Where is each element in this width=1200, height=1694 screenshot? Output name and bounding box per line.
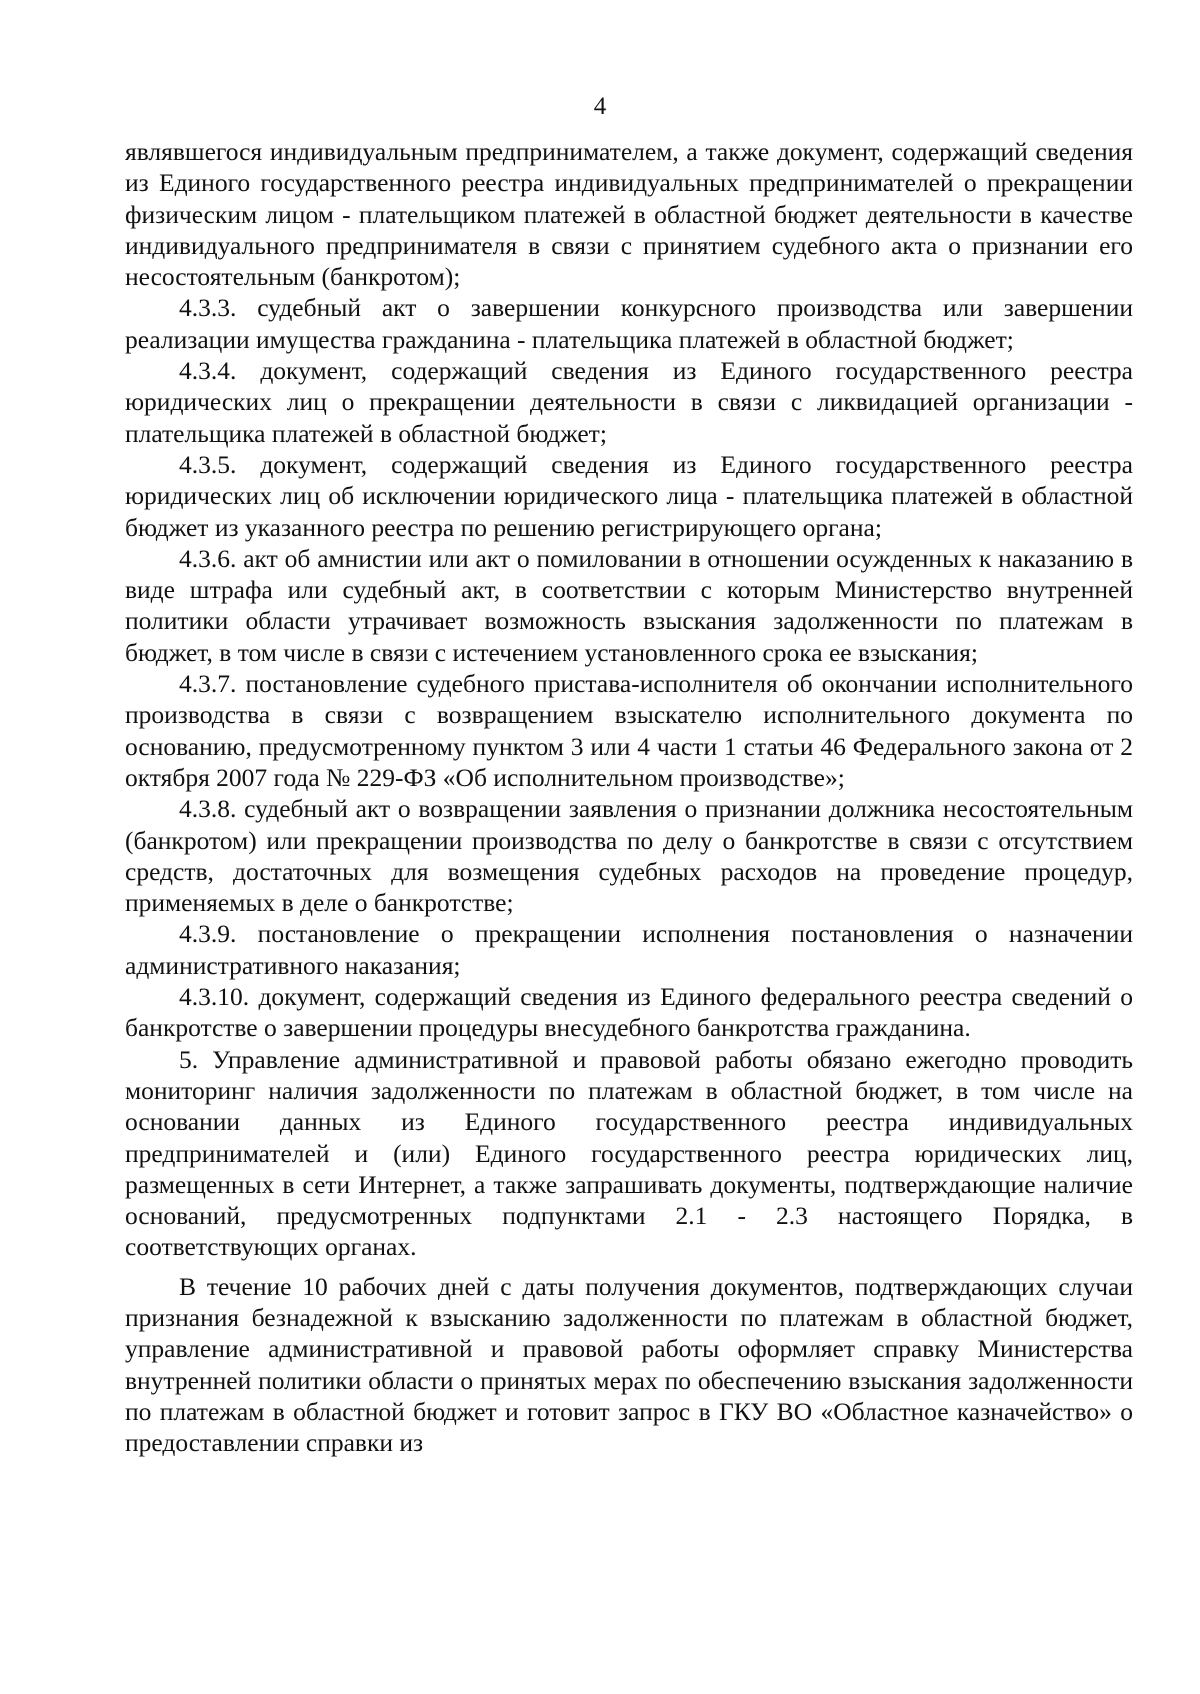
paragraph-4-3-10: 4.3.10. документ, содержащий сведения из Единого федерального реестра сведений о банкротстве о завершении процедуры внесудебного банкротства гражданина. (125, 982, 1133, 1043)
paragraph-4-3-6: 4.3.6. акт об амнистии или акт о помиловании в отношении осужденных к наказанию в виде штрафа или судебный акт, в соответствии с которым Министерство внутренней политики области утрачивает возможность взыскания задолженности по платежам в бюджет, в том числе в связи с истечением установленного срока ее взыскания; (125, 543, 1133, 667)
paragraph-4-3-3: 4.3.3. судебный акт о завершении конкурсного производства или завершении реализации имущества гражданина - плательщика платежей в областной бюджет; (125, 293, 1133, 354)
page-number: 4 (593, 93, 607, 120)
paragraph-4-3-4: 4.3.4. документ, содержащий сведения из Единого государственного реестра юридических лиц о прекращении деятельности в связи с ликвидацией организации - плательщика платежей в областной бюджет; (125, 356, 1133, 448)
paragraph-4-3-5: 4.3.5. документ, содержащий сведения из Единого государственного реестра юридических лиц об исключении юридического лица - плательщика платежей в областной бюджет из указанного реестра по решению регистрирующего органа; (125, 449, 1133, 542)
paragraph-4-3-7: 4.3.7. постановление судебного пристава-исполнителя об окончании исполнительного производства в связи с возвращением взыскателю исполнительного документа по основанию, предусмотренному пунктом 3 или 4 части 1 статьи 46 Федерального закона от 2 октября 2007 года № 229-ФЗ «Об исполнительном производстве»; (125, 669, 1133, 792)
document-body (125, 136, 1133, 1458)
paragraph-10-days: В течение 10 рабочих дней с даты получения документов, подтверждающих случаи признания безнадежной к взысканию задолженности по платежам в областной бюджет, управление административной и правовой работы оформляет справку Министерства внутренней политики области о принятых мерах по обеспечению взыскания задолженности по платежам в областной бюджет и готовит запрос в ГКУ ВО «Областное казначейство» о предоставлении справки из (125, 1271, 1133, 1458)
paragraph-4-3-8: 4.3.8. судебный акт о возвращении заявления о признании должника несостоятельным (банкротом) или прекращении производства по делу о банкротстве в связи с отсутствием средств, достаточных для возмещения судебных расходов на проведение процедур, применяемых в деле о банкротстве; (125, 794, 1133, 918)
paragraph-5: 5. Управление административной и правовой работы обязано ежегодно проводить мониторинг наличия задолженности по платежам в областной бюджет, в том числе на основании данных из Единого государственного реестра индивидуальных предпринимателей и (или) Единого государственного реестра юридических лиц, размещенных в сети Интернет, а также запрашивать документы, подтверждающие наличие оснований, предусмотренных подпунктами 2.1 - 2.3 настоящего Порядка, в соответствующих органах. (125, 1044, 1133, 1262)
paragraph-4-3-9: 4.3.9. постановление о прекращении исполнения постановления о назначении административного наказания; (125, 919, 1133, 980)
paragraph-continuation: являвшегося индивидуальным предпринимателем, а также документ, содержащий сведения из Единого государственного реестра индивидуальных предпринимателей о прекращении физическим лицом - плательщиком платежей в областной бюджет деятельности в качестве индивидуального предпринимателя в связи с принятием судебного акта о признании его несостоятельным (банкротом); (125, 137, 1133, 292)
